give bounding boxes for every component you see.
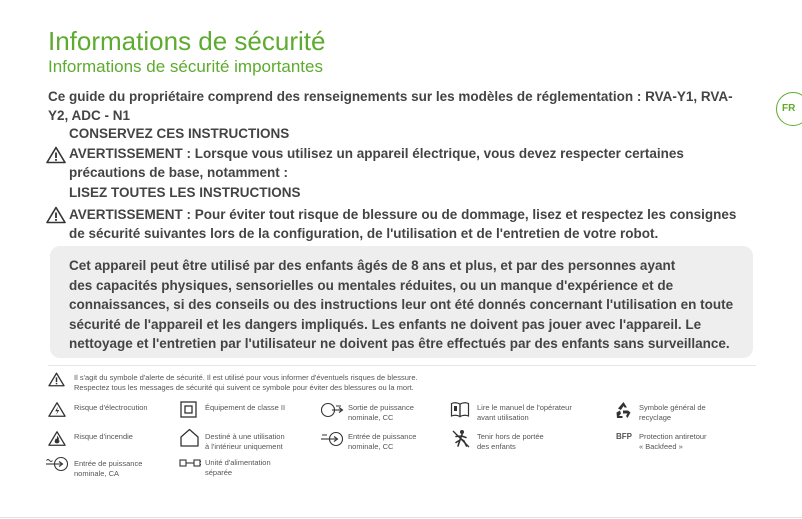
children-notice-text — [69, 256, 747, 354]
read-manual-label: Lire le manuel de l'opérateur avant utilisation — [477, 403, 572, 422]
dc-output-icon — [320, 402, 344, 418]
electrocution-icon — [48, 401, 66, 418]
intro-paragraph: Ce guide du propriétaire comprend des renseignements sur les modèles de réglementation : RVA-Y1, RVA-Y2, ADC - N1 — [48, 89, 733, 123]
warning-2-line-1: AVERTISSEMENT : Pour éviter tout risque de blessure ou de dommage, lisez et respectez les consignes — [69, 207, 737, 222]
recycle-icon — [614, 401, 633, 419]
read-manual-icon — [450, 401, 470, 418]
safety-alert-note — [74, 373, 418, 392]
separate-power-supply-icon — [179, 457, 201, 469]
indoor-use-icon — [179, 428, 200, 447]
recycle-label: Symbole général de recyclage — [639, 403, 706, 422]
class-2-equipment-icon — [180, 401, 197, 418]
page-title: Informations de sécurité — [48, 26, 326, 56]
keep-away-from-children-label: Tenir hors de portée des enfants — [477, 432, 544, 451]
safety-alert-note-line-2: Respectez tous les messages de sécurité qui suivent ce symbole pour éviter des blessures ou la mort. — [74, 382, 414, 392]
bfp-code: BFP — [616, 432, 632, 441]
keep-instructions-heading: CONSERVEZ CES INSTRUCTIONS — [69, 126, 290, 141]
indoor-use-label: Destiné à une utilisation à l'intérieur uniquement — [205, 432, 285, 451]
dc-output-label: Sortie de puissance nominale, CC — [348, 403, 414, 422]
children-notice-line-5: nettoyage et l'entretien par l'utilisateur ne doivent pas être effectués par des enfants sans surveillance. — [69, 336, 730, 351]
dc-input-label: Entrée de puissance nominale, CC — [348, 432, 417, 451]
fire-hazard-icon — [48, 430, 66, 447]
warning-2-line-2: de sécurité suivantes lors de la configuration, de l'utilisation et de l'entretien de votre robot. — [69, 226, 659, 241]
page-subtitle: Informations de sécurité importantes — [48, 57, 323, 76]
children-notice-line-2: des capacités physiques, sensorielles ou mentales réduites, ou un manque d'expérience et de — [69, 277, 674, 293]
section-divider — [48, 365, 756, 366]
ac-input-icon — [45, 456, 69, 472]
backfeed-protection-label: Protection antiretour « Backfeed » — [639, 432, 707, 451]
warning-1-line-1: AVERTISSEMENT : Lorsque vous utilisez un appareil électrique, vous devez respecter certaines — [69, 146, 684, 161]
language-badge-label: FR — [782, 103, 796, 114]
ac-input-label: Entrée de puissance nominale, CA — [74, 459, 143, 478]
warning-1-line-2: précautions de base, notamment : — [69, 165, 289, 180]
children-notice-line-3: connaissances, si des conseils ou des instructions leur ont été donnés concernant l'utilisation en toute — [69, 297, 734, 312]
warning-triangle-icon — [46, 146, 66, 164]
safety-alert-icon — [48, 372, 65, 387]
fire-hazard-label: Risque d'incendie — [74, 432, 133, 441]
read-all-instructions-heading: LISEZ TOUTES LES INSTRUCTIONS — [69, 185, 301, 200]
warning-triangle-icon — [46, 206, 66, 224]
page-bottom-rule — [0, 517, 802, 518]
language-badge — [776, 92, 802, 126]
electrocution-label: Risque d'électrocution — [74, 403, 148, 412]
children-notice-line-4: sécurité de l'appareil et les dangers impliqués. Les enfants ne doivent pas jouer avec l'appareil. Le — [69, 316, 702, 332]
class-2-equipment-label: Équipement de classe II — [205, 403, 286, 412]
safety-alert-note-line-1: Il s'agit du symbole d'alerte de sécurité. Il est utilisé pour vous informer d'éventuels risques de blessure. — [74, 373, 418, 382]
children-notice-line-1: Cet appareil peut être utilisé par des enfants âgés de 8 ans et plus, et par des personnes ayant — [69, 258, 676, 273]
keep-away-from-children-icon — [451, 429, 471, 449]
separate-power-supply-label: Unité d'alimentation séparée — [205, 458, 271, 477]
dc-input-icon — [320, 431, 344, 447]
